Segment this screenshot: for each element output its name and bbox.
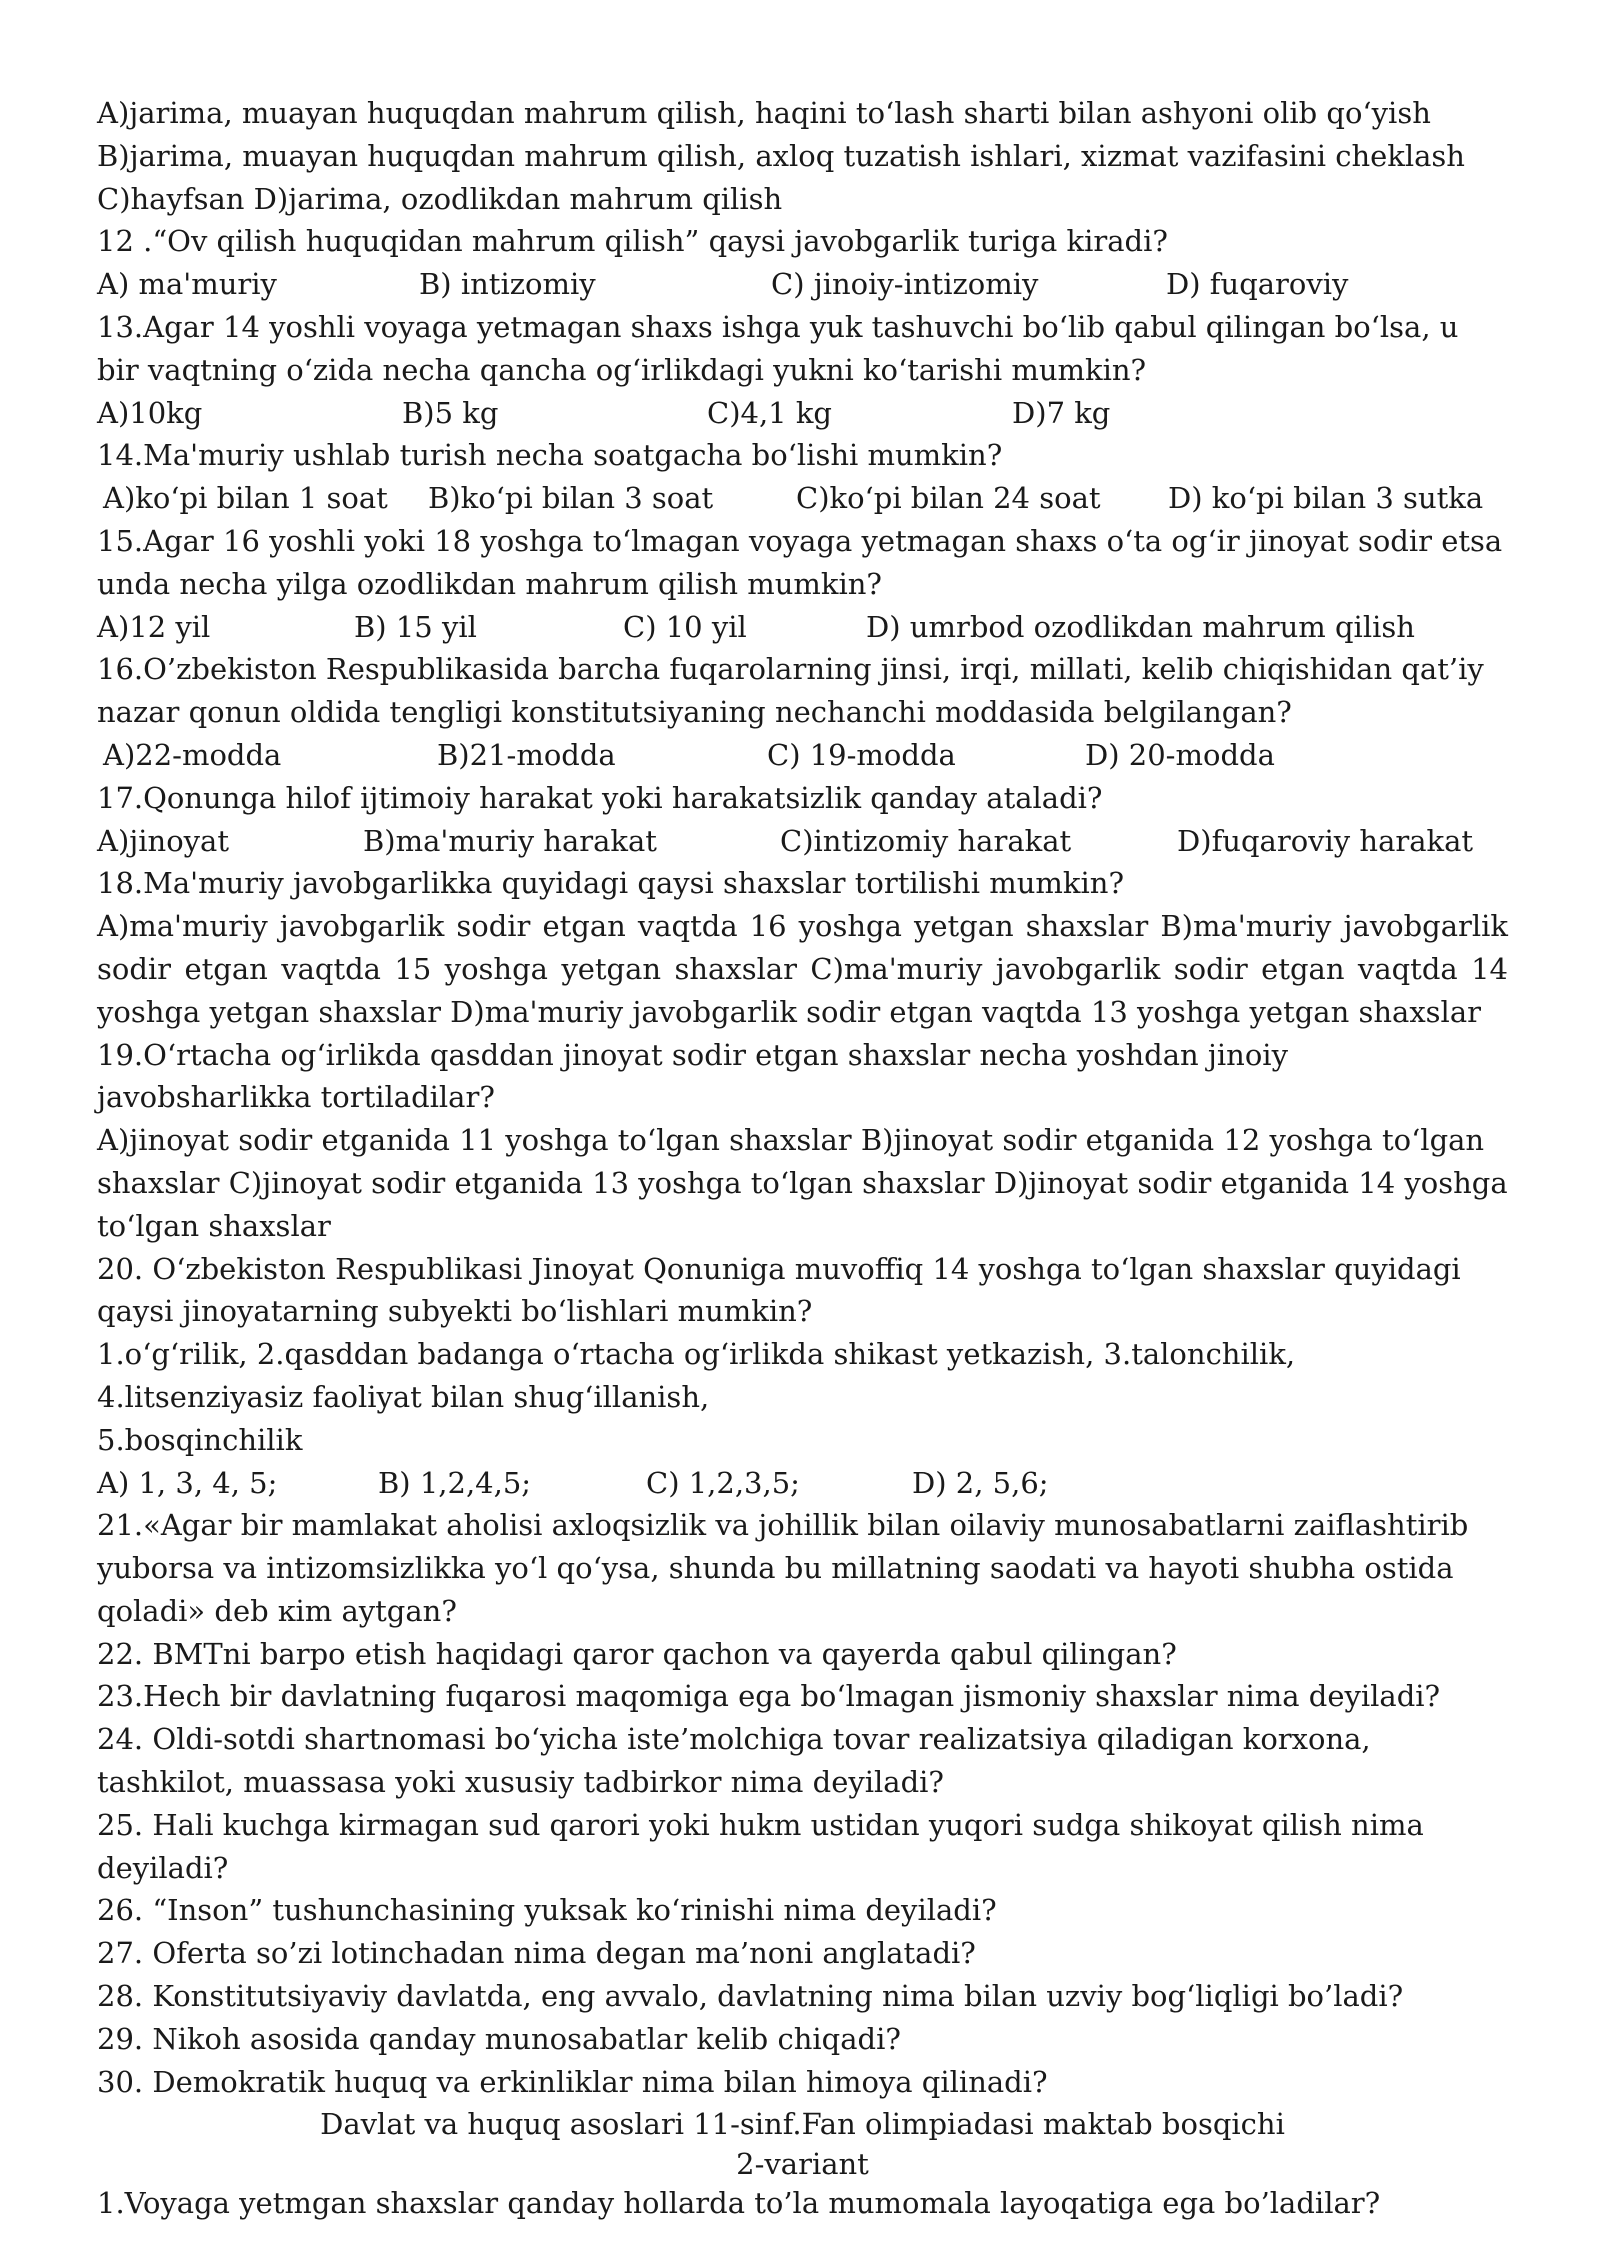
section-title: Davlat va huquq asoslari 11-sinf.Fan olimpiadasi maktab bosqichi	[320, 2107, 1285, 2142]
question-20-text: 20. O‘zbekiston Respublikasi Jinoyat Qonuniga muvoffiq 14 yoshga to‘lgan shaxslar quyidagi qaysi jinoyatarning subyekti bo‘lishlari mumkin?	[97, 1251, 1461, 1329]
option-c: C) jinoiy-intizomiy	[771, 267, 1039, 302]
option-a: A)22-modda	[103, 737, 282, 772]
question-16-text: 16.O’zbekiston Respublikasida barcha fuqarolarning jinsi, irqi, millati, kelib chiqishidan qat’iy nazar qonun oldida tengligi konstitutsiyaning nechanchi moddasida belgilangan?	[97, 652, 1484, 730]
question-12	[97, 220, 1508, 306]
question-15-options	[97, 606, 1508, 649]
question-22: 22. BMTni barpo etish haqidagi qaror qachon va qayerda qabul qilingan?	[97, 1636, 1177, 1671]
question-19-text: 19.O‘rtacha og‘irlikda qasddan jinoyat sodir etgan shaxslar necha yoshdan jinoiy javobsharlikka tortiladilar?	[97, 1037, 1288, 1115]
option-c: C) 1,2,3,5;	[646, 1465, 800, 1500]
option-c: C)intizomiy harakat	[780, 823, 1072, 858]
option-d: D) umrbod ozodlikdan mahrum qilish	[866, 609, 1415, 644]
question-20-options	[97, 1462, 1508, 1505]
option-a: A) 1, 3, 4, 5;	[97, 1465, 278, 1500]
option-b: B)21-modda	[437, 737, 616, 772]
question-17-options	[97, 820, 1508, 863]
q11-options: A)jarima, muayan huquqdan mahrum qilish, haqini to‘lash sharti bilan ashyoni olib qo‘yish B)jarima, muayan huquqdan mahrum qilish, axloq tuzatish ishlari, xizmat vazifasini cheklash C)hayfsan D)jarima, ozodlikdan mahrum qilish	[97, 96, 1465, 216]
question-19-options: A)jinoyat sodir etganida 11 yoshga to‘lgan shaxslar B)jinoyat sodir etganida 12 yoshga to‘lgan shaxslar C)jinoyat sodir etganida 13 yoshga to‘lgan shaxslar D)jinoyat sodir etganida 14 yoshga to‘lgan shaxslar	[97, 1123, 1508, 1243]
option-d: D)fuqaroviy harakat	[1177, 823, 1474, 858]
question-18-options: A)ma'muriy javobgarlik sodir etgan vaqtda 16 yoshga yetgan shaxslar B)ma'muriy javobgarlik sodir etgan vaqtda 15 yoshga yetgan shaxslar C)ma'muriy javobgarlik sodir etgan vaqtda 14 yoshga yetgan shaxslar D)ma'muriy javobgarlik sodir etgan vaqtda 13 yoshga yetgan shaxslar	[97, 909, 1508, 1029]
question-12-options	[97, 263, 1508, 306]
question-29: 29. Nikoh asosida qanday munosabatlar kelib chiqadi?	[97, 2021, 901, 2056]
option-c: C)ko‘pi bilan 24 soat	[796, 481, 1101, 516]
question-28: 28. Konstitutsiyaviy davlatda, eng avvalo, davlatning nima bilan uzviy bog‘liqligi bo’ladi?	[97, 1979, 1404, 2014]
option-a: A) ma'muriy	[97, 267, 277, 302]
question-24: 24. Oldi-sotdi shartnomasi bo‘yicha iste’molchiga tovar realizatsiya qiladigan korxona, tashkilot, muassasa yoki xususiy tadbirkor nima deyiladi?	[97, 1722, 1371, 1800]
question-13-text: 13.Agar 14 yoshli voyaga yetmagan shaxs ishga yuk tashuvchi bo‘lib qabul qilingan bo‘lsa, u bir vaqtning o‘zida necha qancha og‘irlikdagi yukni ko‘tarishi mumkin?	[97, 309, 1459, 387]
question-23: 23.Hech bir davlatning fuqarosi maqomiga ega bo‘lmagan jismoniy shaxslar nima deyiladi?	[97, 1679, 1441, 1714]
variant-label: 2-variant	[736, 2147, 869, 2182]
option-d: D) 2, 5,6;	[912, 1465, 1049, 1500]
question-14-options	[97, 477, 1508, 520]
question-15	[97, 520, 1508, 648]
question-18-text: 18.Ma'muriy javobgarlikka quyidagi qaysi shaxslar tortilishi mumkin?	[97, 866, 1125, 901]
question-12-text: 12 .“Ov qilish huquqidan mahrum qilish” qaysi javobgarlik turiga kiradi?	[97, 224, 1168, 259]
option-a: A)10kg	[97, 395, 203, 430]
option-b: B) intizomiy	[419, 267, 596, 302]
option-d: D) 20-modda	[1085, 737, 1275, 772]
question-14	[97, 434, 1508, 520]
question-15-text: 15.Agar 16 yoshli yoki 18 yoshga to‘lmagan voyaga yetmagan shaxs o‘ta og‘ir jinoyat sodir etsa unda necha yilga ozodlikdan mahrum qilish mumkin?	[97, 523, 1503, 601]
option-c: C) 10 yil	[623, 609, 747, 644]
option-c: C) 19-modda	[767, 737, 956, 772]
question-16-options	[97, 734, 1508, 777]
option-b: B)5 kg	[402, 395, 499, 430]
question-13-options	[97, 392, 1508, 435]
option-b: B) 1,2,4,5;	[378, 1465, 532, 1500]
variant-2-question-1: 1.Voyaga yetmgan shaxslar qanday hollarda to’la mumomala layoqatiga ega bo’ladilar?	[97, 2186, 1381, 2221]
option-a: A)ko‘pi bilan 1 soat	[103, 481, 388, 516]
question-17	[97, 777, 1508, 863]
question-20	[97, 1248, 1508, 1505]
question-26: 26. “Inson” tushunchasining yuksak ko‘rinishi nima deyiladi?	[97, 1893, 997, 1928]
question-13	[97, 306, 1508, 434]
option-b: B)ko‘pi bilan 3 soat	[428, 481, 714, 516]
option-a: A)jinoyat	[97, 823, 229, 858]
question-19	[97, 1034, 1508, 1248]
option-d: D)7 kg	[1012, 395, 1111, 430]
option-c: C)4,1 kg	[707, 395, 832, 430]
option-a: A)12 yil	[97, 609, 211, 644]
option-b: B) 15 yil	[354, 609, 477, 644]
option-d: D) ko‘pi bilan 3 sutka	[1168, 481, 1484, 516]
question-16	[97, 648, 1508, 776]
question-25: 25. Hali kuchga kirmagan sud qarori yoki hukm ustidan yuqori sudga shikoyat qilish nima deyiladi?	[97, 1807, 1424, 1885]
option-d: D) fuqaroviy	[1166, 267, 1349, 302]
question-21: 21.«Agar bir mamlakat aholisi axloqsizlik va johillik bilan oilaviy munosabatlarni zaiflashtirib yuborsa va intizomsizlikka yo‘l qo‘ysa, shunda bu millatning saodati va hayoti shubha ostida qoladi» deb ĸim aytgan?	[97, 1508, 1469, 1628]
question-14-text: 14.Ma'muriy ushlab turish necha soatgacha bo‘lishi mumkin?	[97, 438, 1003, 473]
option-b: B)ma'muriy harakat	[363, 823, 657, 858]
question-17-text: 17.Qonunga hilof ijtimoiy harakat yoki harakatsizlik qanday ataladi?	[97, 780, 1103, 815]
question-27: 27. Oferta so’zi lotinchadan nima degan ma’noni anglatadi?	[97, 1936, 976, 1971]
question-30: 30. Demokratik huquq va erkinliklar nima bilan himoya qilinadi?	[97, 2064, 1048, 2099]
question-18	[97, 862, 1508, 1033]
question-20-list: 1.o‘g‘rilik, 2.qasddan badanga o‘rtacha og‘irlikda shikast yetkazish, 3.talonchilik, 4.litsenziyasiz faoliyat bilan shug‘illanish,	[97, 1337, 1296, 1414]
question-20-list-item-5: 5.bosqinchilik	[97, 1422, 303, 1457]
